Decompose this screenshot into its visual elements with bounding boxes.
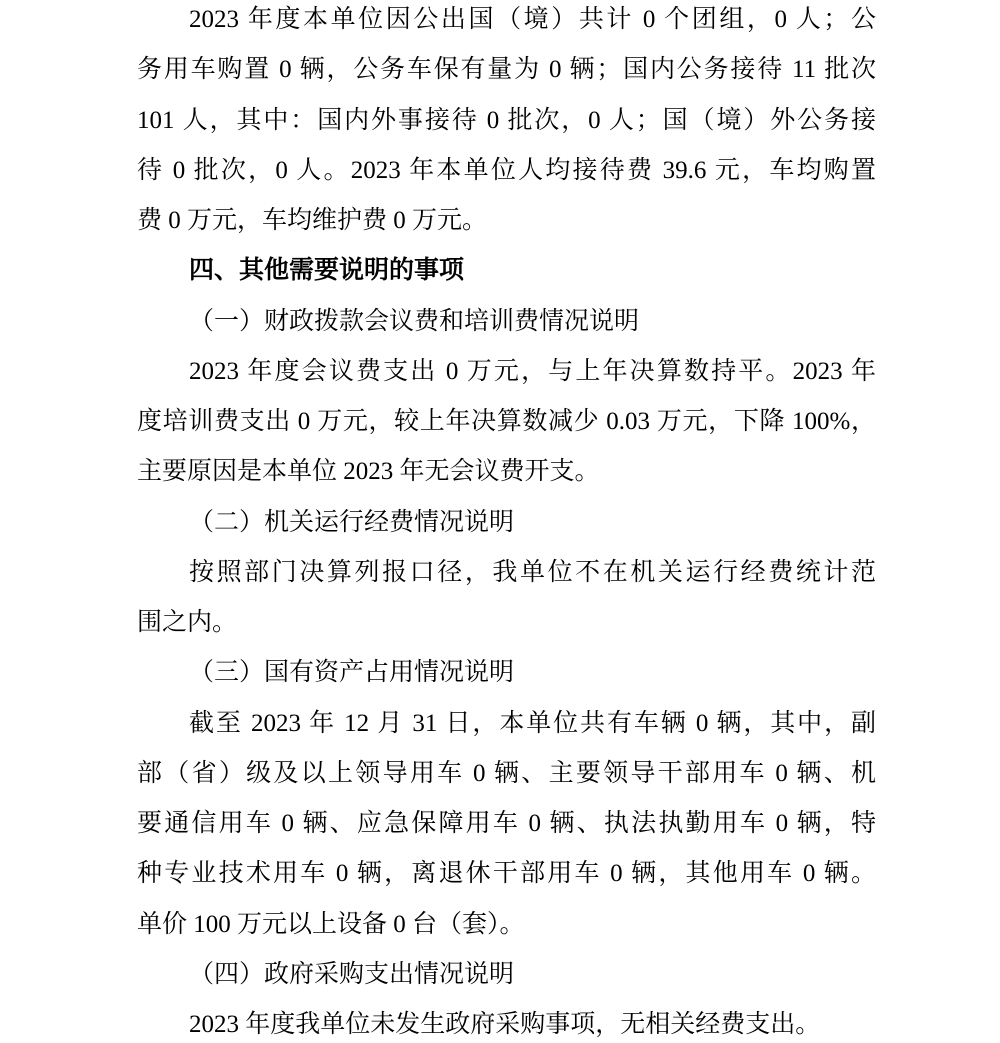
- subsection-title-meeting-training: （一）财政拨款会议费和培训费情况说明: [189, 307, 640, 335]
- procurement-paragraph: [137, 1007, 876, 1043]
- subsection-title-operating-expenses: （二）机关运行经费情况说明: [189, 508, 515, 536]
- text-line: 单价 100 万元以上设备 0 台（套）。: [137, 910, 525, 938]
- text-line: 费 0 万元，车均维护费 0 万元。: [137, 207, 488, 234]
- meeting-training-paragraph: [137, 354, 876, 491]
- state-assets-paragraph: [137, 706, 876, 943]
- text-line: 部（省）级及以上领导用车 0 辆、主要领导干部用车 0 辆、机: [137, 759, 876, 787]
- subsection-title-procurement: （四）政府采购支出情况说明: [189, 960, 515, 988]
- text-line: 待 0 批次，0 人。2023 年本单位人均接待费 39.6 元，车均购置: [137, 156, 876, 184]
- text-line: 务用车购置 0 辆，公务车保有量为 0 辆；国内公务接待 11 批次: [137, 56, 876, 84]
- text-line: 截至 2023 年 12 月 31 日，本单位共有车辆 0 辆，其中，副: [189, 709, 876, 737]
- text-line: 2023 年度会议费支出 0 万元，与上年决算数持平。2023 年: [189, 357, 876, 385]
- text-line: 按照部门决算列报口径，我单位不在机关运行经费统计范: [189, 558, 876, 586]
- document-body: [137, 2, 876, 1043]
- text-line: 要通信用车 0 辆、应急保障用车 0 辆、执法执勤用车 0 辆，特: [137, 810, 876, 837]
- operating-expenses-paragraph: [137, 555, 876, 641]
- subsection-title-state-assets: （三）国有资产占用情况说明: [189, 659, 515, 687]
- text-line: 2023 年度本单位因公出国（境）共计 0 个团组，0 人；公: [189, 6, 876, 33]
- text-line: 种专业技术用车 0 辆，离退休干部用车 0 辆，其他用车 0 辆。: [137, 860, 876, 888]
- text-line: 度培训费支出 0 万元，较上年决算数减少 0.03 万元，下降 100%，: [137, 408, 876, 435]
- text-line: 主要原因是本单位 2023 年无会议费开支。: [137, 458, 600, 486]
- text-line: 101 人，其中：国内外事接待 0 批次，0 人；国（境）外公务接: [137, 106, 876, 134]
- reception-paragraph: [137, 2, 876, 239]
- text-line: 2023 年度我单位未发生政府采购事项，无相关经费支出。: [189, 1011, 821, 1038]
- section-heading: 四、其他需要说明的事项: [189, 257, 465, 285]
- text-line: 围之内。: [137, 609, 238, 636]
